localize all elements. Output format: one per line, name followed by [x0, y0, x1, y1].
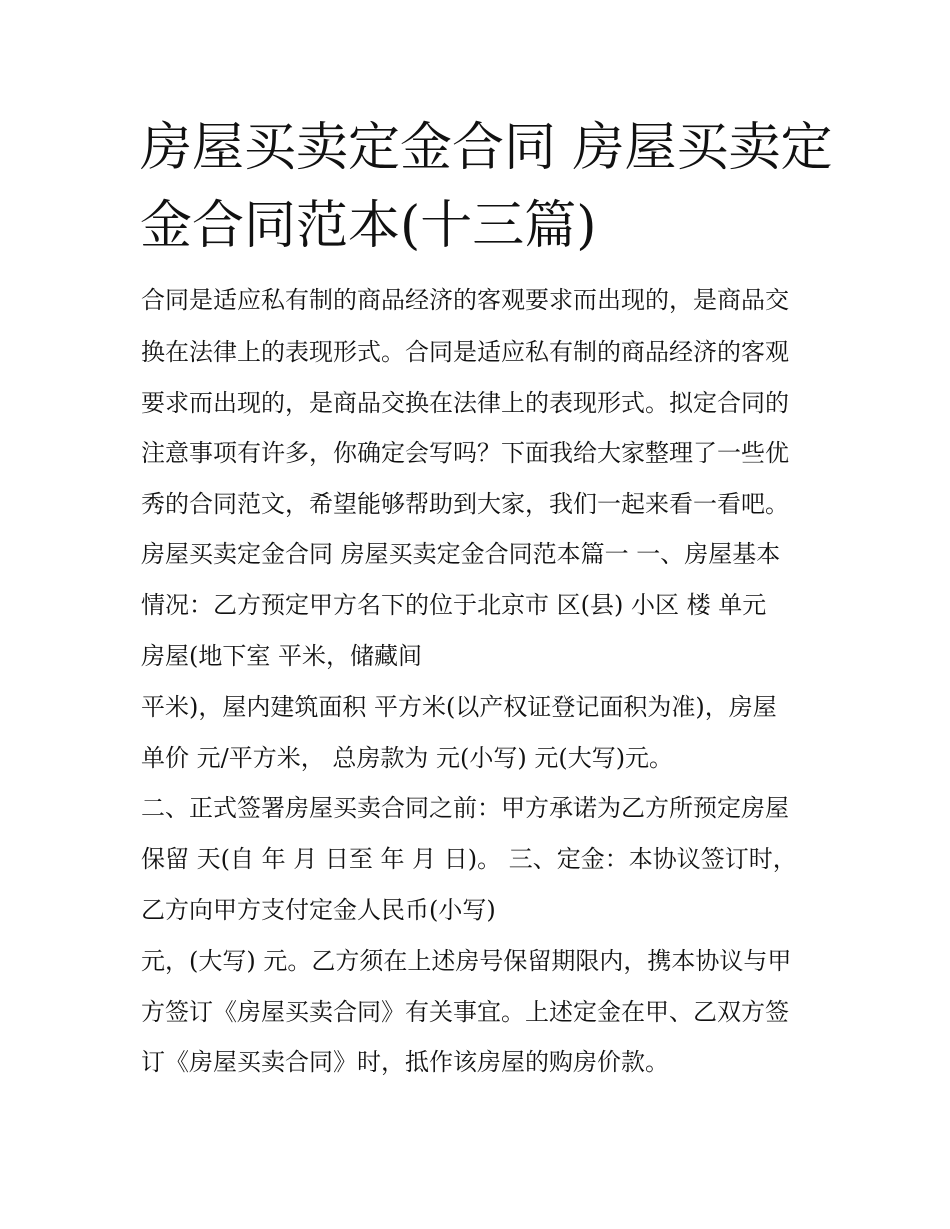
body-line: 平米)，屋内建筑面积 平方米(以产权证登记面积为准)，房屋 — [141, 693, 777, 721]
body-line: 要求而出现的，是商品交换在法律上的表现形式。拟定合同的 — [141, 389, 789, 417]
title-line-2: 金合同范本(十三篇) — [140, 196, 597, 256]
body-line: 合同是适应私有制的商品经济的客观要求而出现的，是商品交 — [141, 286, 789, 314]
title-line-1: 房屋买卖定金合同 房屋买卖定 — [140, 118, 833, 178]
body-line: 换在法律上的表现形式。合同是适应私有制的商品经济的客观 — [141, 338, 789, 366]
body-line: 房屋买卖定金合同 房屋买卖定金合同范本篇一 一、房屋基本 — [141, 540, 781, 568]
body-line: 房屋(地下室 平米，储藏间 — [141, 642, 422, 670]
body-line: 方签订《房屋买卖合同》有关事宜。上述定金在甲、乙双方签 — [141, 998, 789, 1026]
body-line: 保留 天(自 年 月 日至 年 月 日)。 三、定金：本协议签订时， — [141, 845, 797, 873]
body-line: 二、正式签署房屋买卖合同之前：甲方承诺为乙方所预定房屋 — [141, 794, 789, 822]
body-line: 单价 元/平方米， 总房款为 元(小写) 元(大写)元。 — [141, 744, 674, 772]
body-line: 元，(大写) 元。乙方须在上述房号保留期限内，携本协议与甲 — [141, 947, 792, 975]
body-line: 秀的合同范文，希望能够帮助到大家，我们一起来看一看吧。 — [141, 490, 789, 518]
body-line: 乙方向甲方支付定金人民币(小写) — [141, 896, 496, 924]
body-line: 注意事项有许多，你确定会写吗？下面我给大家整理了一些优 — [141, 439, 789, 467]
body-line: 情况：乙方预定甲方名下的位于北京市 区(县) 小区 楼 单元 — [141, 591, 767, 619]
body-line: 订《房屋买卖合同》时，抵作该房屋的购房价款。 — [141, 1048, 669, 1076]
